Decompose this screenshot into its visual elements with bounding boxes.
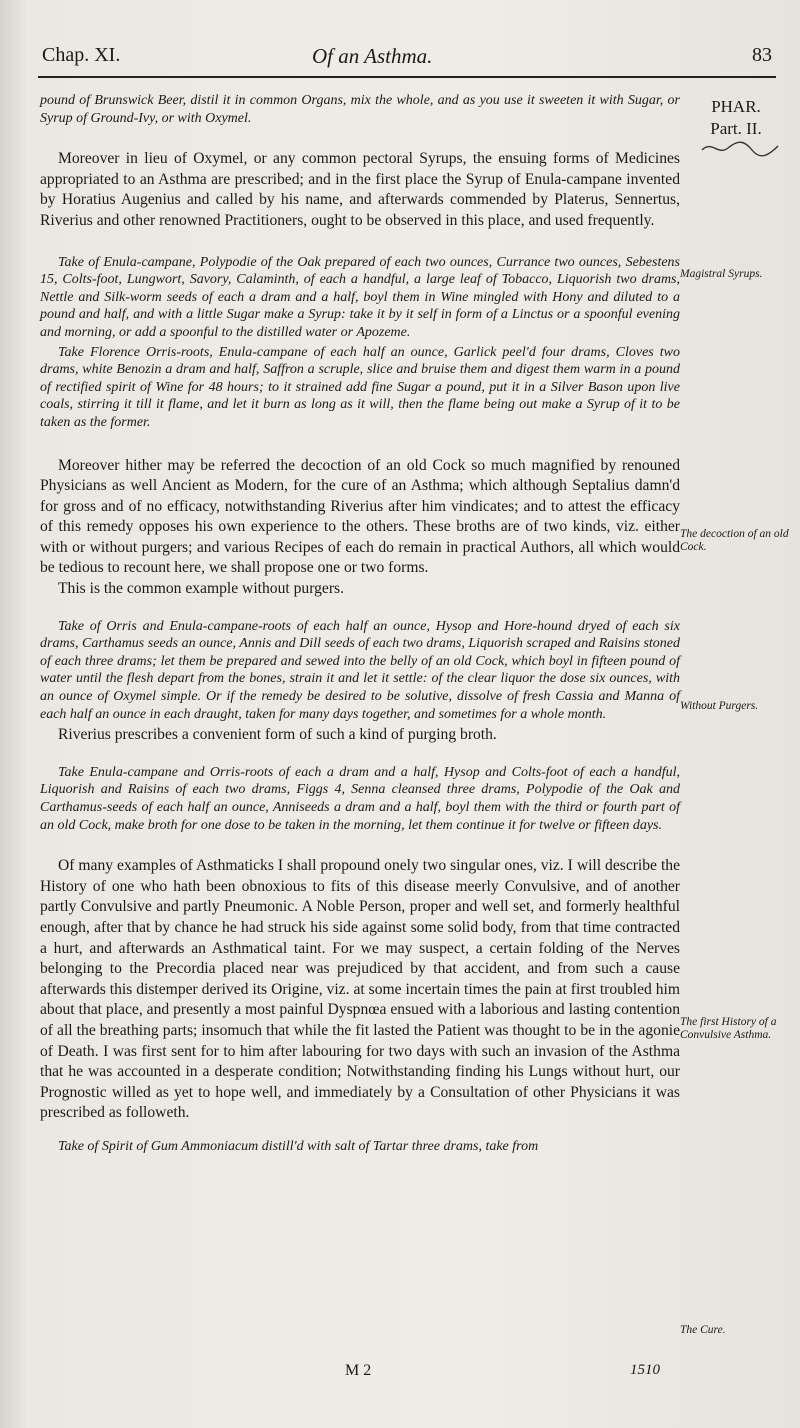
recipe-cure: Take of Spirit of Gum Ammoniacum distill'd with salt of Tartar three drams, take from — [58, 1138, 539, 1154]
section-label-phar: PHAR. — [711, 97, 761, 116]
margin-note-first-history: The first History of a Convulsive Asthma. — [680, 1016, 777, 1041]
chapter-label: Chap. XI. — [42, 44, 121, 66]
margin-note-magistral: Magistral Syrups. — [680, 268, 763, 280]
margin-note-without-purgers: Without Purgers. — [680, 700, 759, 712]
page-number: 83 — [752, 44, 772, 66]
margin-note-cure: The Cure. — [680, 1324, 726, 1336]
section-label-part: Part. II. — [710, 119, 762, 138]
main-text — [40, 92, 680, 1156]
header-rule — [38, 76, 776, 78]
recipe-purging-broth: Take Enula-campane and Orris-roots of each a dram and a half, Hysop and Colts-foot of each a handful, Liquorish and Raisins of each two drams, Figgs 4, Senna cleansed three drams, Polypodie of the Oak and Carthamus-seeds of each half an ounce, Anniseeds a dram and a half, boyl them with the third or fourth part of an old Cock, make broth for one dose to be taken in the morning, let them continue it for twelve or fifteen days. — [40, 764, 680, 833]
paragraph-common-example: This is the common example without purgers. — [58, 580, 344, 598]
margin-note-old-cock: The decoction of an old Cock. — [680, 528, 789, 553]
running-header — [42, 44, 772, 76]
footer-number: 1510 — [630, 1362, 660, 1378]
section-label — [688, 96, 784, 140]
running-title: Of an Asthma. — [312, 44, 433, 68]
signature-mark: M 2 — [345, 1362, 372, 1379]
paragraph-old-cock: Moreover hither may be referred the decoction of an old Cock so much magnified by renouned Physicians as well Ancient as Modern, for the cure of an Asthma; which although Septalius damn'd for gross and of no efficacy, notwithstanding Riverius after him vindicates; and to attest the efficacy of this remedy opposes his own experience to the others. These broths are of two kinds, viz. either with or without purgers; and various Recipes of each do remain in practical Authors, all which would be tedious to recount here, we shall propose one or two forms. — [40, 456, 680, 577]
recipe-enula-syrup: Take of Enula-campane, Polypodie of the Oak prepared of each two ounces, Currance two ounces, Sebestens 15, Colts-foot, Lungwort, Savory, Calaminth, of each a handful, a large leaf of Tobacco, Liquorish two drams, Nettle and Silk-worm seeds of each a dram and a half, boyl them in Wine mingled with Hony and diluted to a pound and half, and with a little Sugar make a Syrup: take it by it self in form of a Linctus or a spoonful evening and morning, or add a spoonful to the distilled water or Apozeme. — [40, 254, 680, 340]
recipe-without-purgers: Take of Orris and Enula-campane-roots of each half an ounce, Hysop and Hore-hound dryed of each six drams, Carthamus seeds an ounce, Annis and Dill seeds of each two drams, Liquorish scraped and Raisins stoned of each three drams; let them be prepared and sewed into the belly of an old Cock, which boyl in fifteen pound of water until the flesh depart from the bones, strain it and let it settle: of the clear liquor the dose six ounces, with an ounce of Oxymel simple. Or if the remedy be desired to be solutive, dissolve of fresh Cassia and Manna of each half an ounce in each draught, taken for many days together, and sometimes for a whole month. — [40, 618, 680, 722]
paragraph-riverius: Riverius prescribes a convenient form of such a kind of purging broth. — [58, 726, 497, 744]
flourish-ornament — [700, 138, 780, 158]
paragraph-history: Of many examples of Asthmaticks I shall propound onely two singular ones, viz. I will describe the History of one who hath been obnoxious to fits of this disease meerly Convulsive, and of another partly Convulsive and partly Pneumonic. A Noble Person, proper and well set, and formerly healthful enough, after that by chance he had struck his side against some solid body, from that time contracted a hurt, and afterwards an Asthmatical taint. For we may suspect, a certain folding of the Nerves belonging to the Precordia placed near was prejudiced by that accident, and from such a cause afterwards this distemper derived its Origine, viz. at some incertain times the pain at first troubled him about that place, and presently a most painful Dyspnœa ensued with a laborious and lasting contention of all the breathing parts; insomuch that while the fit lasted the Patient was thought to be in the agonie of Death. I was first sent for to him after labouring for two days with such an invasion of the Asthma that he was accounted in a desperate condition; Notwithstanding finding his Lungs without hurt, our Prognostic willed as yet to hope well, and immediately by a Consultation of other Physicians it was prescribed as followeth. — [40, 857, 680, 1122]
paragraph-continuation: pound of Brunswick Beer, distil it in common Organs, mix the whole, and as you use it sweeten it with Sugar, or Syrup of Ground-Ivy, or with Oxymel. — [40, 93, 680, 126]
paragraph-oxymel: Moreover in lieu of Oxymel, or any common pectoral Syrups, the ensuing forms of Medicines appropriated to an Asthma are prescribed; and in the first place the Syrup of Enula-campane invented by Horatius Augenius and called by his name, and afterwards commended by Platerus, Sennertus, Riverius and other renowned Practitioners, ought to be observed in this place, and used frequently. — [40, 150, 680, 229]
recipe-orris-syrup: Take Florence Orris-roots, Enula-campane of each half an ounce, Garlick peel'd four drams, Cloves two drams, white Benozin a dram and half, Saffron a scruple, slice and bruise them and digest them warm in a pound of rectified spirit of Wine for 48 hours; to it strained add fine Sugar a pound, put it in a Silver Bason upon live coals, stirring it till it flame, and let it burn as long as it will, then the flame being out make a Syrup of it to be taken as the former. — [40, 344, 680, 430]
